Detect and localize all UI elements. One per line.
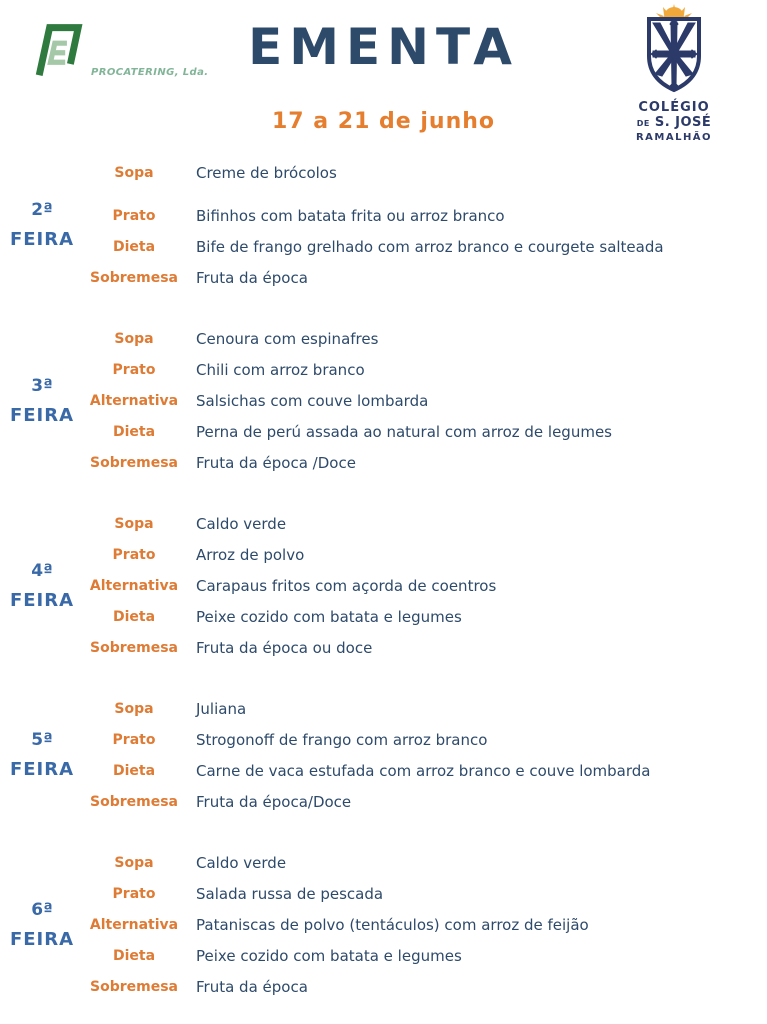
category-label: Sobremesa	[90, 793, 178, 810]
day-section	[0, 693, 767, 817]
day-rows	[84, 323, 767, 478]
dish-text: Fruta da época ou doce	[196, 638, 373, 657]
category-label: Prato	[112, 361, 156, 378]
dish-text: Bifinhos com batata frita ou arroz branco	[196, 206, 505, 225]
category-label: Sobremesa	[90, 454, 178, 471]
menu-row	[84, 940, 767, 971]
menu-row	[84, 724, 767, 755]
dish-text: Fruta da época	[196, 268, 308, 287]
day-section	[0, 847, 767, 1002]
dish-text: Fruta da época /Doce	[196, 453, 356, 472]
dish-text: Fruta da época	[196, 977, 308, 996]
category-label: Sopa	[114, 330, 154, 347]
day-rows	[84, 157, 767, 293]
category-label: Sobremesa	[90, 269, 178, 286]
category-label: Dieta	[112, 762, 156, 779]
menu-row	[84, 157, 767, 188]
menu-row	[84, 508, 767, 539]
day-label	[0, 376, 84, 426]
category-label: Sopa	[114, 700, 154, 717]
menu-row	[84, 755, 767, 786]
shield-dominican-cross-with-sun-icon	[633, 4, 715, 98]
menu-row	[84, 323, 767, 354]
dish-text: Strogonoff de frango com arroz branco	[196, 730, 488, 749]
category-label: Sobremesa	[90, 639, 178, 656]
school-name-line1: COLÉGIO	[638, 100, 710, 115]
dish-text: Salada russa de pescada	[196, 884, 384, 903]
category-label: Sobremesa	[90, 978, 178, 995]
day-label	[0, 561, 84, 611]
menu-row	[84, 262, 767, 293]
menu-row	[84, 878, 767, 909]
menu-row	[84, 570, 767, 601]
day-ordinal: 4ª	[31, 560, 53, 581]
day-label	[0, 200, 84, 250]
menu-row	[84, 200, 767, 231]
dish-text: Chili com arroz branco	[196, 360, 365, 379]
day-label	[0, 730, 84, 780]
day-section	[0, 323, 767, 478]
category-label: Dieta	[112, 947, 156, 964]
category-label: Alternativa	[89, 577, 179, 594]
dish-text: Carne de vaca estufada com arroz branco e couve lombarda	[196, 761, 651, 780]
day-ordinal: 2ª	[31, 200, 53, 220]
week-range: 17 a 21 de junho	[271, 109, 496, 134]
category-label: Prato	[112, 731, 156, 748]
dish-text: Pataniscas de polvo (tentáculos) com arroz de feijão	[196, 915, 589, 934]
category-label: Sopa	[114, 854, 154, 871]
procatering-logo-text: PROCATERING, Lda.	[91, 67, 209, 78]
day-rows	[84, 508, 767, 663]
category-label: Alternativa	[89, 392, 179, 409]
dish-text: Caldo verde	[196, 514, 287, 533]
day-word: FEIRA	[9, 229, 75, 250]
menu-row	[84, 847, 767, 878]
menu-row	[84, 539, 767, 570]
school-name-line2	[609, 116, 739, 131]
dish-text: Caldo verde	[196, 853, 287, 872]
dish-text: Arroz de polvo	[196, 545, 305, 564]
dish-text: Fruta da época/Doce	[196, 792, 352, 811]
menu-row	[84, 632, 767, 663]
menu-row	[84, 971, 767, 1002]
day-rows	[84, 847, 767, 1002]
category-label: Dieta	[112, 608, 156, 625]
school-name-line2-prefix: DE	[636, 118, 650, 128]
menu-row	[84, 786, 767, 817]
category-label: Sopa	[114, 164, 154, 181]
dish-text: Creme de brócolos	[196, 163, 337, 182]
menu	[0, 157, 767, 1002]
category-label: Sopa	[114, 515, 154, 532]
category-label: Prato	[112, 207, 156, 224]
day-rows	[84, 693, 767, 817]
category-label: Prato	[112, 885, 156, 902]
menu-row	[84, 693, 767, 724]
dish-text: Perna de perú assada ao natural com arroz de legumes	[196, 422, 612, 441]
day-word: FEIRA	[9, 759, 75, 780]
menu-row	[84, 909, 767, 940]
page-title: EMENTA	[248, 18, 519, 76]
day-word: FEIRA	[9, 589, 75, 611]
day-word: FEIRA	[9, 928, 75, 950]
menu-row	[84, 354, 767, 385]
dish-text: Bife de frango grelhado com arroz branco e courgete salteada	[196, 237, 664, 256]
menu-row	[84, 416, 767, 447]
day-ordinal: 6ª	[31, 899, 53, 920]
day-label	[0, 900, 84, 950]
menu-row	[84, 231, 767, 262]
menu-row	[84, 385, 767, 416]
dish-text: Carapaus fritos com açorda de coentros	[196, 576, 497, 595]
menu-row	[84, 601, 767, 632]
menu-row	[84, 447, 767, 478]
day-ordinal: 5ª	[31, 730, 53, 750]
school-crest	[609, 4, 739, 143]
category-label: Alternativa	[89, 916, 179, 933]
day-ordinal: 3ª	[31, 375, 53, 396]
school-name-line3: RAMALHÃO	[635, 131, 713, 143]
category-label: Dieta	[112, 423, 156, 440]
dish-text: Salsichas com couve lombarda	[196, 391, 429, 410]
day-section	[0, 157, 767, 293]
dish-text: Peixe cozido com batata e legumes	[196, 946, 462, 965]
dish-text: Cenoura com espinafres	[196, 329, 379, 348]
category-label: Prato	[112, 546, 156, 563]
dish-text: Peixe cozido com batata e legumes	[196, 607, 462, 626]
category-label: Dieta	[112, 238, 156, 255]
day-word: FEIRA	[9, 404, 75, 426]
sun-icon	[656, 4, 692, 19]
dish-text: Juliana	[196, 699, 247, 718]
school-name-line2-main: S. JOSÉ	[654, 114, 712, 130]
day-section	[0, 508, 767, 663]
